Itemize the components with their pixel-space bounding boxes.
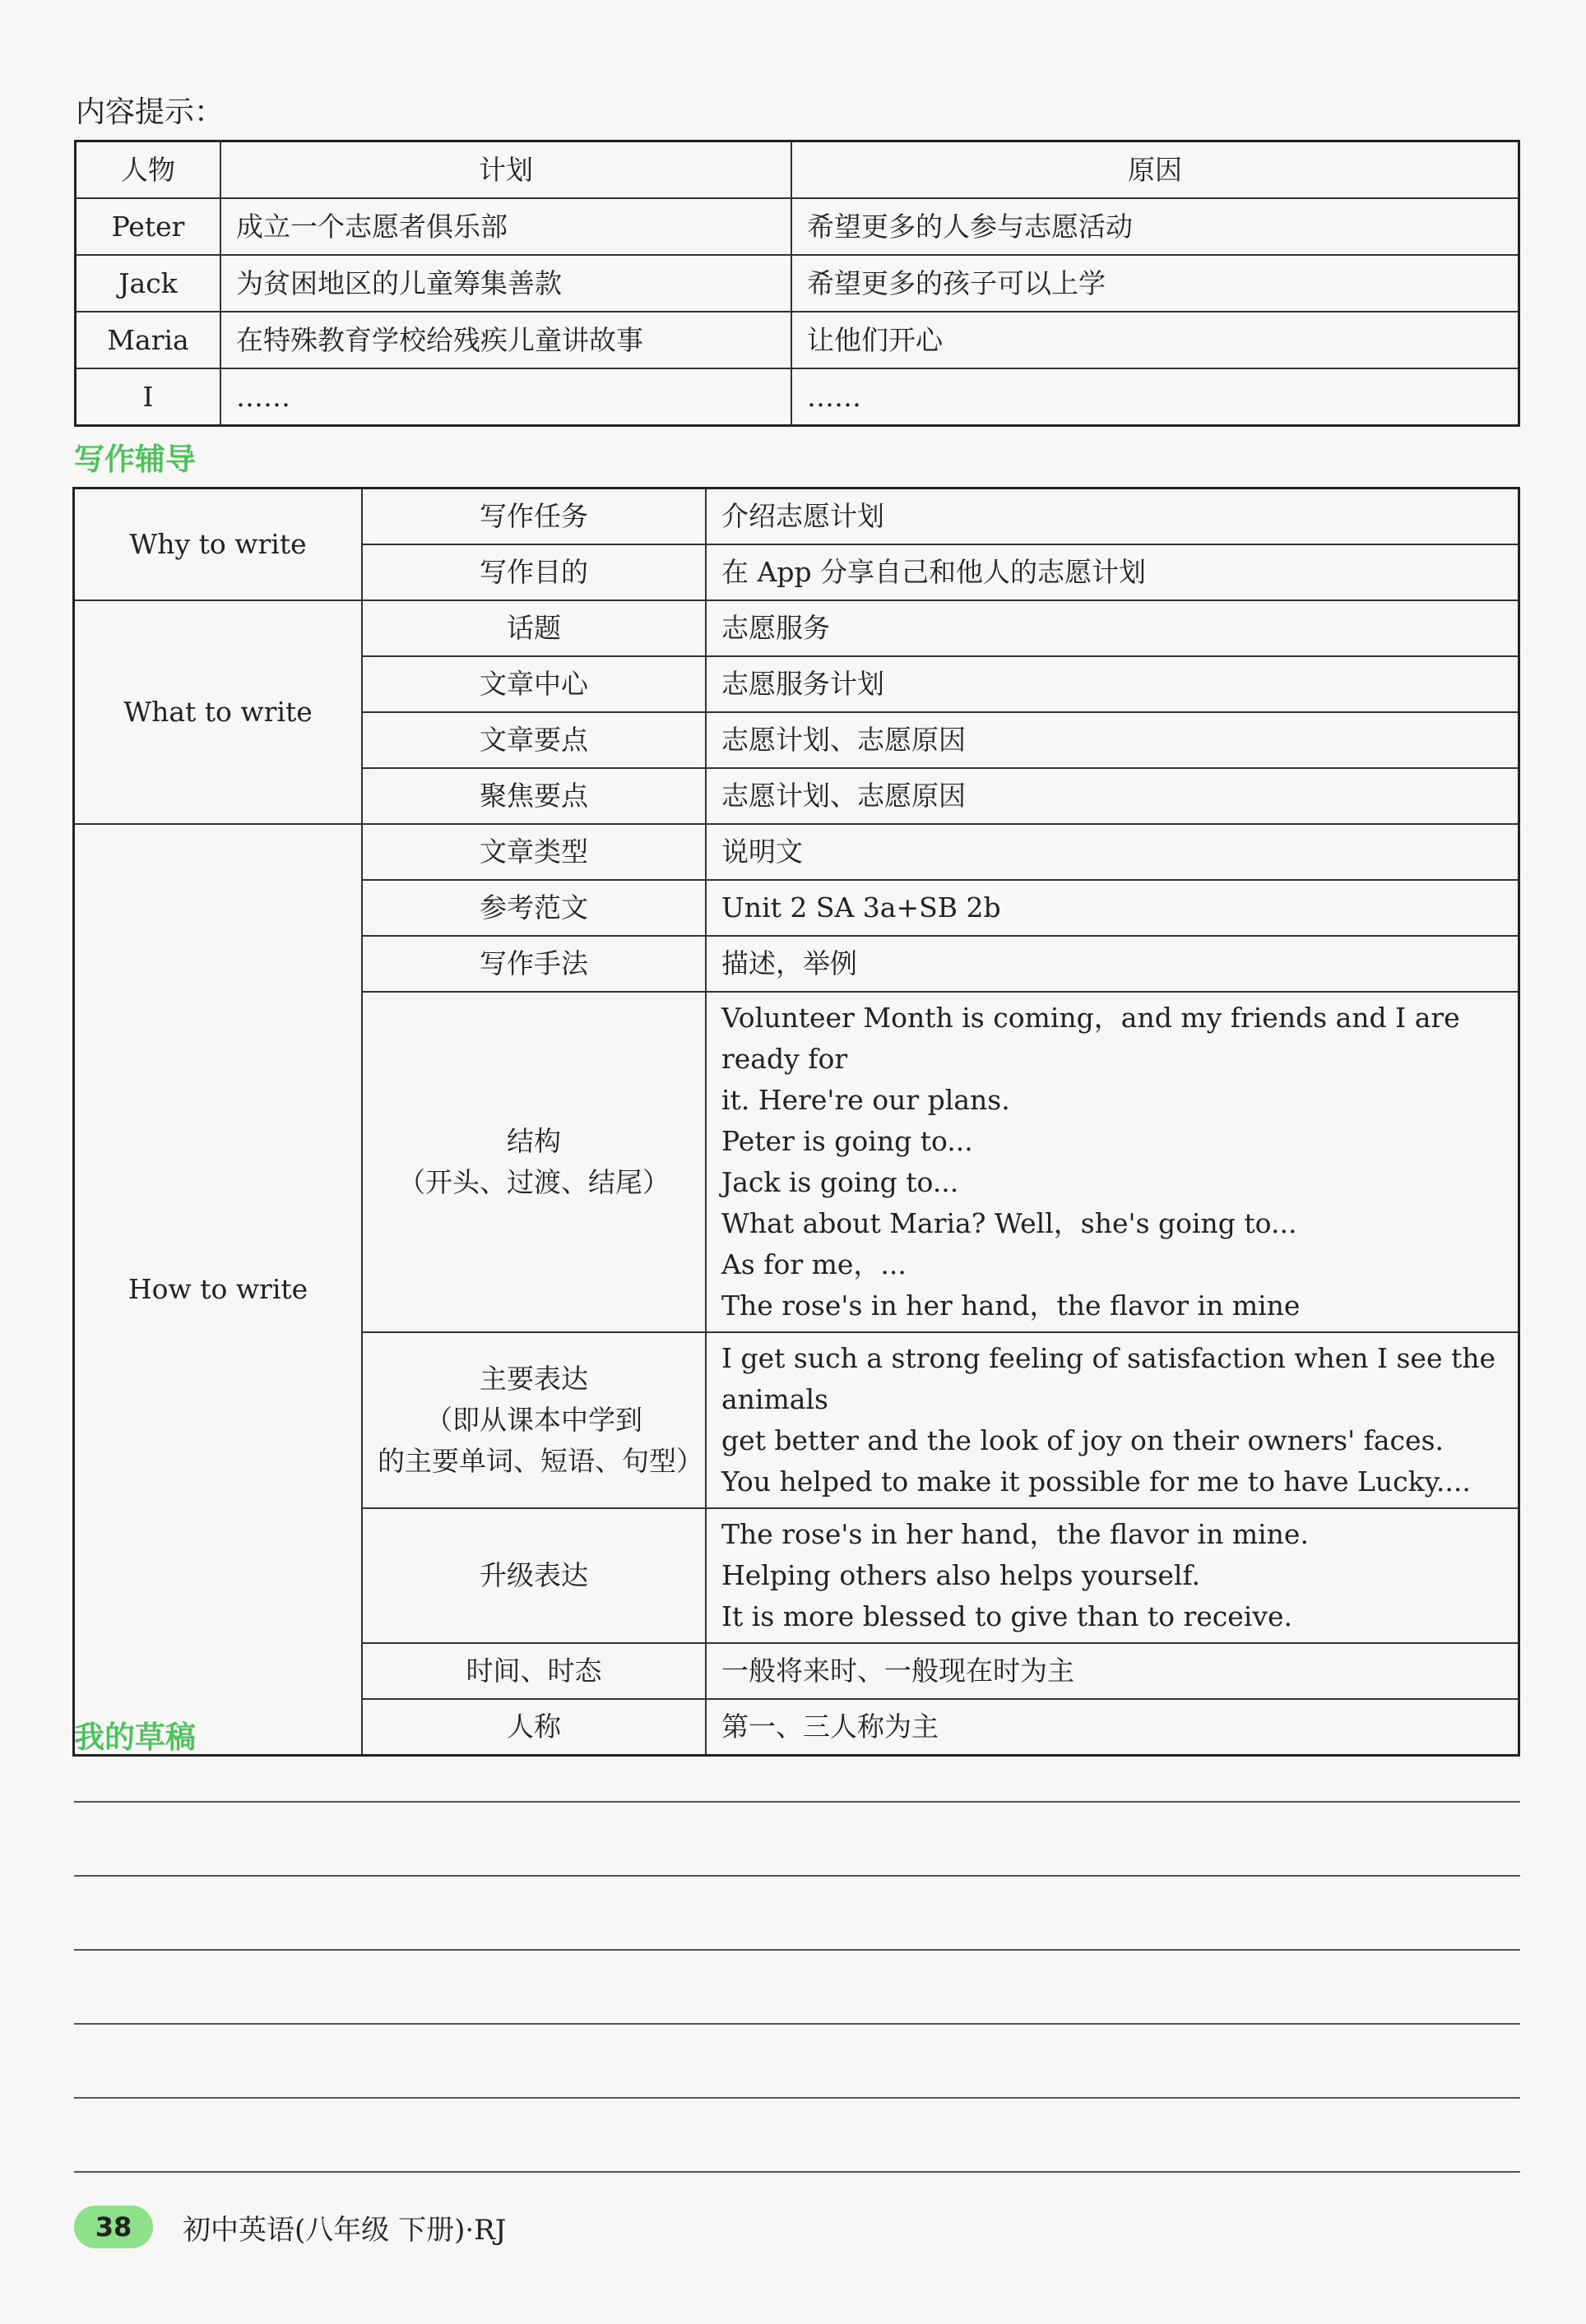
writing-guide-table — [72, 487, 1520, 1757]
structure-line: The rose's in her hand，the flavor in mine — [721, 1289, 1301, 1322]
person-cell: I — [76, 368, 221, 426]
structure-line: Jack is going to... — [721, 1166, 959, 1198]
guide-value: 志愿计划、志愿原因 — [706, 712, 1519, 768]
reason-cell: …… — [791, 368, 1519, 426]
plan-cell: …… — [220, 368, 791, 426]
guide-key: 人称 — [362, 1699, 706, 1756]
header-plan: 计划 — [220, 141, 791, 199]
book-title: 初中英语(八年级 下册)·RJ — [183, 2213, 507, 2247]
plan-cell: 在特殊教育学校给残疾儿童讲故事 — [220, 312, 791, 368]
draft-writing-line[interactable] — [74, 2097, 1520, 2099]
guide-key: 聚焦要点 — [362, 768, 706, 824]
guide-value: 介绍志愿计划 — [706, 488, 1519, 545]
guide-value: 志愿服务 — [706, 600, 1519, 656]
content-hint-title: 内容提示： — [76, 95, 225, 129]
draft-writing-line[interactable] — [74, 1949, 1520, 1951]
guide-value: 志愿计划、志愿原因 — [706, 768, 1519, 824]
guide-value: 志愿服务计划 — [706, 656, 1519, 712]
guide-value: 一般将来时、一般现在时为主 — [706, 1643, 1519, 1699]
page-number-badge: 38 — [74, 2206, 153, 2248]
structure-line: Volunteer Month is coming，and my friends and I are ready for — [721, 1002, 1460, 1075]
main-key-line: 的主要单词、短语、句型） — [378, 1445, 703, 1477]
header-person: 人物 — [76, 141, 221, 199]
reason-cell: 希望更多的孩子可以上学 — [791, 255, 1519, 312]
upgrade-line: It is more blessed to give than to receive. — [721, 1600, 1292, 1632]
draft-writing-line[interactable] — [74, 2171, 1520, 2173]
structure-line: it. Here're our plans. — [721, 1084, 1010, 1116]
upgrade-key: 升级表达 — [362, 1508, 706, 1643]
draft-writing-line[interactable] — [74, 1801, 1520, 1803]
header-reason: 原因 — [791, 141, 1519, 199]
upgrade-value — [706, 1508, 1519, 1643]
guide-key: 写作任务 — [362, 488, 706, 545]
guide-value: 说明文 — [706, 824, 1519, 880]
my-draft-title: 我的草稿 — [74, 1720, 196, 1755]
plan-cell: 成立一个志愿者俱乐部 — [220, 198, 791, 255]
plan-table-header — [76, 141, 1519, 199]
guide-key: 文章要点 — [362, 712, 706, 768]
guide-key: 时间、时态 — [362, 1643, 706, 1699]
upgrade-line: Helping others also helps yourself. — [721, 1559, 1201, 1591]
person-cell: Maria — [76, 312, 221, 368]
reason-cell: 希望更多的人参与志愿活动 — [791, 198, 1519, 255]
main-expression-key — [362, 1332, 706, 1508]
how-to-write-label: How to write — [74, 824, 363, 1756]
main-key-line: （即从课本中学到 — [425, 1404, 642, 1436]
guide-key: 话题 — [362, 600, 706, 656]
table-row — [74, 824, 1519, 880]
person-cell: Jack — [76, 255, 221, 312]
structure-line: Peter is going to... — [721, 1125, 973, 1157]
guide-value: 描述，举例 — [706, 936, 1519, 992]
draft-writing-line[interactable] — [74, 2023, 1520, 2025]
guide-key: 写作手法 — [362, 936, 706, 992]
plan-cell: 为贫困地区的儿童筹集善款 — [220, 255, 791, 312]
page-footer — [74, 2202, 506, 2252]
main-line: You helped to make it possible for me to have Lucky.... — [721, 1465, 1471, 1498]
table-row — [76, 312, 1519, 368]
guide-value: Unit 2 SA 3a+SB 2b — [706, 880, 1519, 936]
structure-key-line: （开头、过渡、结尾） — [398, 1166, 670, 1198]
plan-table — [74, 140, 1520, 427]
reason-cell: 让他们开心 — [791, 312, 1519, 368]
guide-value: 第一、三人称为主 — [706, 1699, 1519, 1756]
why-to-write-label: Why to write — [74, 488, 363, 601]
draft-writing-line[interactable] — [74, 1875, 1520, 1877]
upgrade-line: The rose's in her hand，the flavor in mine. — [721, 1518, 1309, 1550]
structure-line: As for me，... — [721, 1248, 907, 1280]
what-to-write-label: What to write — [74, 600, 363, 824]
structure-value — [706, 992, 1519, 1332]
structure-key-line: 结构 — [507, 1125, 561, 1157]
table-row — [76, 368, 1519, 426]
writing-guide-title: 写作辅导 — [74, 442, 196, 477]
structure-key — [362, 992, 706, 1332]
table-row — [74, 488, 1519, 545]
guide-value: 在 App 分享自己和他人的志愿计划 — [706, 544, 1519, 600]
main-expression-value — [706, 1332, 1519, 1508]
main-line: get better and the look of joy on their owners' faces. — [721, 1424, 1444, 1456]
guide-key: 文章类型 — [362, 824, 706, 880]
person-cell: Peter — [76, 198, 221, 255]
guide-key: 参考范文 — [362, 880, 706, 936]
main-line: I get such a strong feeling of satisfaction when I see the animals — [721, 1342, 1496, 1415]
table-row — [76, 255, 1519, 312]
structure-line: What about Maria? Well，she's going to... — [721, 1207, 1297, 1239]
guide-key: 写作目的 — [362, 544, 706, 600]
table-row — [76, 198, 1519, 255]
main-key-line: 主要表达 — [480, 1363, 588, 1395]
table-row — [74, 600, 1519, 656]
guide-key: 文章中心 — [362, 656, 706, 712]
